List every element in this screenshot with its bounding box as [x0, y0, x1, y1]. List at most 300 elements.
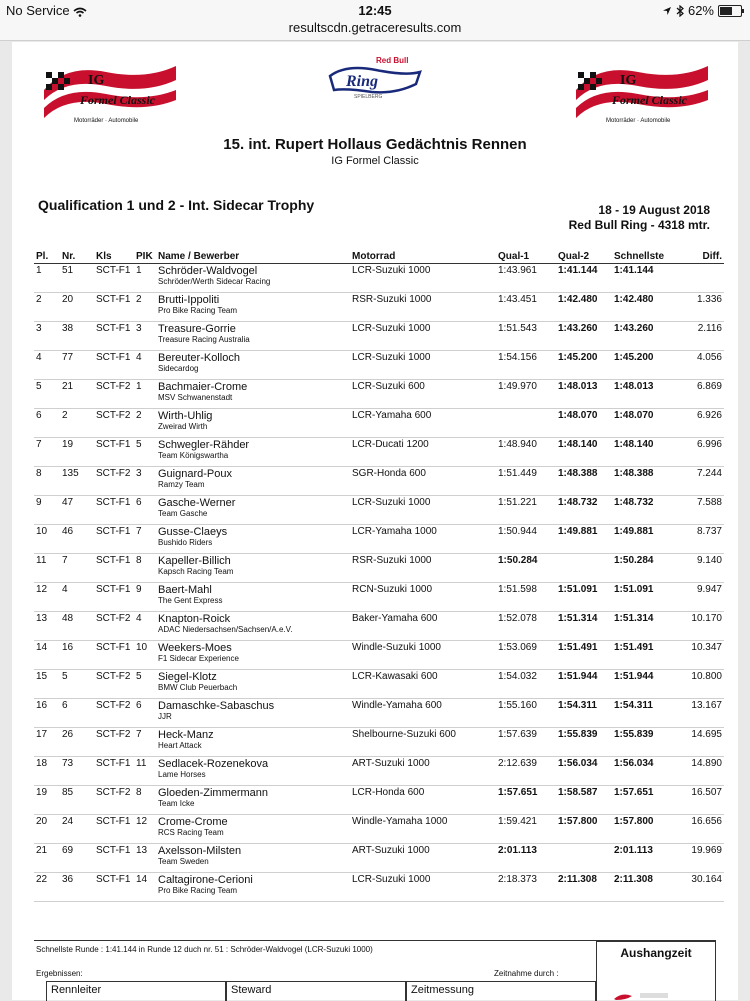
col-header-q2: Qual-2 — [556, 250, 612, 264]
table-row — [34, 554, 724, 583]
cell-q2: 1:43.260 — [556, 322, 612, 351]
table-row — [34, 409, 724, 438]
driver-name: Treasure-Gorrie — [158, 323, 236, 335]
cell-kls: SCT-F1 — [94, 525, 134, 554]
cell-pik: 10 — [134, 641, 156, 670]
logo-right-ig: IG — [620, 73, 637, 88]
signature-steward: Steward — [226, 981, 406, 1001]
cell-q2: 1:51.314 — [556, 612, 612, 641]
timing-label: Zeitnahme durch : — [494, 969, 559, 978]
cell-q2: 1:48.388 — [556, 467, 612, 496]
cell-nr: 36 — [60, 873, 94, 902]
cell-pik: 7 — [134, 525, 156, 554]
cell-pik: 7 — [134, 728, 156, 757]
cell-name — [156, 293, 350, 322]
cell-nr: 24 — [60, 815, 94, 844]
cell-pl: 12 — [34, 583, 60, 612]
cell-bike: ART-Suzuki 1000 — [350, 757, 496, 786]
cell-q2: 2:11.308 — [556, 873, 612, 902]
cell-q2: 1:58.587 — [556, 786, 612, 815]
cell-best: 1:48.732 — [612, 496, 676, 525]
cell-best: 1:57.651 — [612, 786, 676, 815]
driver-name: Caltagirone-Cerioni — [158, 874, 253, 886]
cell-diff: 16.507 — [676, 786, 724, 815]
table-row — [34, 699, 724, 728]
cell-best: 2:11.308 — [612, 873, 676, 902]
cell-bike: RSR-Suzuki 1000 — [350, 554, 496, 583]
bluetooth-icon — [676, 5, 684, 17]
cell-bike: Shelbourne-Suzuki 600 — [350, 728, 496, 757]
cell-diff: 7.588 — [676, 496, 724, 525]
col-header-best: Schnellste — [612, 250, 676, 264]
table-row — [34, 757, 724, 786]
cell-nr: 51 — [60, 264, 94, 293]
col-header-nr: Nr. — [60, 250, 94, 264]
cell-bike: ART-Suzuki 1000 — [350, 844, 496, 873]
driver-name: Kapeller-Billich — [158, 555, 231, 567]
driver-name: Heck-Manz — [158, 729, 214, 741]
cell-kls: SCT-F2 — [94, 380, 134, 409]
cell-q1: 1:53.069 — [496, 641, 556, 670]
cell-q1: 1:50.944 — [496, 525, 556, 554]
cell-pik: 4 — [134, 612, 156, 641]
driver-name: Schwegler-Rähder — [158, 439, 250, 451]
table-row — [34, 322, 724, 351]
cell-bike: RCN-Suzuki 1000 — [350, 583, 496, 612]
cell-q2 — [556, 554, 612, 583]
cell-bike: LCR-Yamaha 600 — [350, 409, 496, 438]
team-name: MSV Schwanenstadt — [158, 393, 233, 402]
cell-nr: 26 — [60, 728, 94, 757]
cell-bike: LCR-Yamaha 1000 — [350, 525, 496, 554]
cell-kls: SCT-F1 — [94, 322, 134, 351]
team-name: Team Gasche — [158, 509, 208, 518]
cell-q2: 1:49.881 — [556, 525, 612, 554]
cell-q1: 1:54.156 — [496, 351, 556, 380]
cell-diff: 19.969 — [676, 844, 724, 873]
cell-pl: 2 — [34, 293, 60, 322]
cell-best: 1:56.034 — [612, 757, 676, 786]
table-row — [34, 844, 724, 873]
ig-formel-classic-logo-right — [568, 60, 714, 130]
cell-name — [156, 873, 350, 902]
col-header-pl: Pl. — [34, 250, 60, 264]
results-document — [12, 42, 738, 1000]
team-name: F1 Sidecar Experience — [158, 654, 239, 663]
cell-best: 1:49.881 — [612, 525, 676, 554]
col-header-kls: Kls — [94, 250, 134, 264]
cell-q1: 1:55.160 — [496, 699, 556, 728]
cell-pik: 8 — [134, 554, 156, 583]
table-row — [34, 438, 724, 467]
cell-q2: 1:48.140 — [556, 438, 612, 467]
table-row — [34, 583, 724, 612]
session-track: Red Bull Ring - 4318 mtr. — [568, 218, 710, 232]
cell-q1 — [496, 409, 556, 438]
cell-diff: 9.140 — [676, 554, 724, 583]
cell-name — [156, 264, 350, 293]
cell-best: 1:42.480 — [612, 293, 676, 322]
team-name: Ramzy Team — [158, 480, 205, 489]
cell-kls: SCT-F2 — [94, 670, 134, 699]
team-name: Lame Horses — [158, 770, 206, 779]
cell-kls: SCT-F1 — [94, 844, 134, 873]
table-row — [34, 380, 724, 409]
cell-diff — [676, 264, 724, 293]
cell-nr: 47 — [60, 496, 94, 525]
cell-nr: 48 — [60, 612, 94, 641]
cell-kls: SCT-F1 — [94, 554, 134, 583]
cell-best: 1:51.944 — [612, 670, 676, 699]
cell-bike: Windle-Yamaha 600 — [350, 699, 496, 728]
team-name: Heart Attack — [158, 741, 202, 750]
cell-q1: 1:51.449 — [496, 467, 556, 496]
logo-left-sub: Motorräder · Automobile — [74, 118, 139, 124]
cell-diff: 2.116 — [676, 322, 724, 351]
cell-bike: LCR-Ducati 1200 — [350, 438, 496, 467]
cell-diff: 8.737 — [676, 525, 724, 554]
cell-q1: 2:18.373 — [496, 873, 556, 902]
ios-status-bar — [0, 0, 750, 20]
cell-nr: 6 — [60, 699, 94, 728]
driver-name: Bereuter-Kolloch — [158, 352, 240, 364]
cell-q2: 1:48.013 — [556, 380, 612, 409]
col-header-diff: Diff. — [676, 250, 724, 264]
table-row — [34, 467, 724, 496]
battery-percent: 62% — [687, 3, 714, 18]
cell-q2: 1:41.144 — [556, 264, 612, 293]
cell-pik: 2 — [134, 409, 156, 438]
table-row — [34, 786, 724, 815]
team-name: Zweirad Wirth — [158, 422, 208, 431]
cell-nr: 2 — [60, 409, 94, 438]
results-header — [34, 250, 724, 264]
cell-q2: 1:48.070 — [556, 409, 612, 438]
cell-name — [156, 728, 350, 757]
cell-name — [156, 496, 350, 525]
logo-right-sub: Motorräder · Automobile — [606, 118, 671, 124]
logo-left-ig: IG — [88, 73, 105, 88]
cell-best: 1:55.839 — [612, 728, 676, 757]
col-header-bike: Motorrad — [350, 250, 496, 264]
cell-q2: 1:51.491 — [556, 641, 612, 670]
cell-diff: 6.926 — [676, 409, 724, 438]
cell-pl: 1 — [34, 264, 60, 293]
cell-q1: 1:48.940 — [496, 438, 556, 467]
cell-nr: 135 — [60, 467, 94, 496]
cell-pik: 4 — [134, 351, 156, 380]
team-name: Team Königswartha — [158, 451, 229, 460]
cell-q1: 1:57.651 — [496, 786, 556, 815]
cell-pl: 20 — [34, 815, 60, 844]
cell-bike: LCR-Suzuki 1000 — [350, 496, 496, 525]
cell-pik: 2 — [134, 293, 156, 322]
table-row — [34, 670, 724, 699]
cell-q1: 2:12.639 — [496, 757, 556, 786]
status-right — [662, 3, 742, 18]
cell-name — [156, 380, 350, 409]
logo-right-title: Formel Classic — [612, 93, 688, 107]
table-row — [34, 612, 724, 641]
team-name: Pro Bike Racing Team — [158, 886, 237, 895]
cell-pik: 1 — [134, 264, 156, 293]
cell-pl: 13 — [34, 612, 60, 641]
table-row — [34, 351, 724, 380]
cell-q1: 1:59.421 — [496, 815, 556, 844]
cell-kls: SCT-F1 — [94, 583, 134, 612]
table-row — [34, 293, 724, 322]
team-name: ADAC Niedersachsen/Sachsen/A.e.V. — [158, 625, 293, 634]
fastest-lap-note: Schnellste Runde : 1:41.144 in Runde 12 duch nr. 51 : Schröder-Waldvogel (LCR-Suzuki 1000) — [36, 945, 373, 954]
team-name: RCS Racing Team — [158, 828, 224, 837]
cell-name — [156, 699, 350, 728]
cell-kls: SCT-F2 — [94, 699, 134, 728]
session-dates: 18 - 19 August 2018 — [598, 203, 710, 217]
cell-diff: 14.890 — [676, 757, 724, 786]
cell-name — [156, 670, 350, 699]
cell-kls: SCT-F2 — [94, 786, 134, 815]
cell-nr: 20 — [60, 293, 94, 322]
cell-q2: 1:56.034 — [556, 757, 612, 786]
cell-pl: 14 — [34, 641, 60, 670]
cell-bike: LCR-Kawasaki 600 — [350, 670, 496, 699]
cell-best: 1:51.314 — [612, 612, 676, 641]
cell-name — [156, 612, 350, 641]
team-name: Schröder/Werth Sidecar Racing — [158, 277, 271, 286]
team-name: Team Sweden — [158, 857, 209, 866]
cell-best: 1:48.070 — [612, 409, 676, 438]
cell-pl: 11 — [34, 554, 60, 583]
driver-name: Guignard-Poux — [158, 468, 232, 480]
cell-kls: SCT-F2 — [94, 612, 134, 641]
cell-pl: 10 — [34, 525, 60, 554]
cell-q1: 1:57.639 — [496, 728, 556, 757]
table-row — [34, 728, 724, 757]
cell-diff: 16.656 — [676, 815, 724, 844]
cell-pik: 11 — [134, 757, 156, 786]
cell-name — [156, 525, 350, 554]
cell-name — [156, 322, 350, 351]
team-name: Treasure Racing Australia — [158, 335, 250, 344]
driver-name: Baert-Mahl — [158, 584, 212, 596]
cell-diff: 10.347 — [676, 641, 724, 670]
table-row — [34, 525, 724, 554]
driver-name: Siegel-Klotz — [158, 671, 217, 683]
cell-q2: 1:51.091 — [556, 583, 612, 612]
cell-q1: 1:51.543 — [496, 322, 556, 351]
cell-best: 1:43.260 — [612, 322, 676, 351]
cell-pl: 15 — [34, 670, 60, 699]
logo-center-place: SPIELBERG — [354, 94, 383, 100]
cell-pik: 14 — [134, 873, 156, 902]
cell-pik: 6 — [134, 496, 156, 525]
table-row — [34, 264, 724, 293]
address-bar[interactable] — [0, 20, 750, 41]
cell-nr: 69 — [60, 844, 94, 873]
cell-name — [156, 467, 350, 496]
results-body — [34, 264, 724, 902]
cell-name — [156, 757, 350, 786]
cell-pl: 21 — [34, 844, 60, 873]
cell-q1: 1:43.451 — [496, 293, 556, 322]
table-row — [34, 496, 724, 525]
team-name: BMW Club Peuerbach — [158, 683, 238, 692]
team-name: The Gent Express — [158, 596, 223, 605]
cell-name — [156, 351, 350, 380]
cell-best: 1:48.013 — [612, 380, 676, 409]
logo-left-title: Formel Classic — [80, 93, 156, 107]
cell-pl: 8 — [34, 467, 60, 496]
location-arrow-icon — [662, 6, 672, 16]
cell-q2: 1:51.944 — [556, 670, 612, 699]
cell-kls: SCT-F1 — [94, 496, 134, 525]
cell-nr: 21 — [60, 380, 94, 409]
col-header-pik: PIK — [134, 250, 156, 264]
driver-name: Bachmaier-Crome — [158, 381, 248, 393]
cell-best: 1:51.491 — [612, 641, 676, 670]
cell-pl: 19 — [34, 786, 60, 815]
cell-q1: 1:51.598 — [496, 583, 556, 612]
cell-q2: 1:42.480 — [556, 293, 612, 322]
cell-q2: 1:54.311 — [556, 699, 612, 728]
cell-bike: Baker-Yamaha 600 — [350, 612, 496, 641]
event-organizer: IG Formel Classic — [331, 155, 419, 167]
cell-diff: 14.695 — [676, 728, 724, 757]
cell-bike: RSR-Suzuki 1000 — [350, 293, 496, 322]
cell-diff: 6.996 — [676, 438, 724, 467]
cell-diff: 30.164 — [676, 873, 724, 902]
cell-bike: SGR-Honda 600 — [350, 467, 496, 496]
cell-bike: LCR-Suzuki 600 — [350, 380, 496, 409]
cell-diff: 10.170 — [676, 612, 724, 641]
event-title: 15. int. Rupert Hollaus Gedächtnis Rennen — [223, 136, 527, 153]
team-name: Bushido Riders — [158, 538, 213, 547]
battery-icon — [718, 5, 742, 17]
battery-fill — [720, 7, 732, 15]
cell-best: 1:57.800 — [612, 815, 676, 844]
cell-pik: 6 — [134, 699, 156, 728]
cell-q1: 1:51.221 — [496, 496, 556, 525]
cell-pl: 9 — [34, 496, 60, 525]
cell-pik: 9 — [134, 583, 156, 612]
cell-diff: 10.800 — [676, 670, 724, 699]
cell-q2: 1:55.839 — [556, 728, 612, 757]
cell-kls: SCT-F2 — [94, 467, 134, 496]
cell-kls: SCT-F2 — [94, 728, 134, 757]
cell-bike: Windle-Yamaha 1000 — [350, 815, 496, 844]
team-name: Pro Bike Racing Team — [158, 306, 237, 315]
cell-nr: 5 — [60, 670, 94, 699]
driver-name: Knapton-Roick — [158, 613, 231, 625]
cell-pl: 17 — [34, 728, 60, 757]
clock: 12:45 — [358, 3, 392, 18]
cell-pik: 12 — [134, 815, 156, 844]
cell-kls: SCT-F1 — [94, 264, 134, 293]
results-table — [34, 250, 724, 902]
cell-pik: 1 — [134, 380, 156, 409]
cell-nr: 38 — [60, 322, 94, 351]
cell-kls: SCT-F1 — [94, 873, 134, 902]
logo-center-ring: Ring — [346, 73, 379, 90]
cell-bike: LCR-Suzuki 1000 — [350, 264, 496, 293]
cell-diff: 13.167 — [676, 699, 724, 728]
cell-best: 1:41.144 — [612, 264, 676, 293]
driver-name: Damaschke-Sabaschus — [158, 700, 275, 712]
cell-pl: 16 — [34, 699, 60, 728]
cell-pik: 3 — [134, 322, 156, 351]
document-footer — [34, 940, 716, 1001]
cell-pl: 4 — [34, 351, 60, 380]
cell-kls: SCT-F1 — [94, 293, 134, 322]
cell-q1: 1:52.078 — [496, 612, 556, 641]
driver-name: Gasche-Werner — [158, 497, 236, 509]
cell-diff: 1.336 — [676, 293, 724, 322]
cell-kls: SCT-F1 — [94, 757, 134, 786]
cell-q2: 1:57.800 — [556, 815, 612, 844]
team-name: Team Icke — [158, 799, 195, 808]
team-name: Kapsch Racing Team — [158, 567, 234, 576]
cell-q1: 1:49.970 — [496, 380, 556, 409]
cell-q1: 1:50.284 — [496, 554, 556, 583]
cell-nr: 19 — [60, 438, 94, 467]
table-row — [34, 815, 724, 844]
cell-nr: 4 — [60, 583, 94, 612]
cell-diff: 7.244 — [676, 467, 724, 496]
cell-nr: 73 — [60, 757, 94, 786]
team-name: JJR — [158, 712, 172, 721]
team-name: Sidecardog — [158, 364, 199, 373]
cell-pik: 5 — [134, 670, 156, 699]
cell-name — [156, 554, 350, 583]
cell-bike: LCR-Suzuki 1000 — [350, 351, 496, 380]
driver-name: Axelsson-Milsten — [158, 845, 242, 857]
driver-name: Gloeden-Zimmermann — [158, 787, 269, 799]
cell-q1: 1:54.032 — [496, 670, 556, 699]
driver-name: Gusse-Claeys — [158, 526, 228, 538]
cell-nr: 46 — [60, 525, 94, 554]
cell-pik: 3 — [134, 467, 156, 496]
cell-pl: 22 — [34, 873, 60, 902]
cell-pik: 8 — [134, 786, 156, 815]
driver-name: Brutti-Ippoliti — [158, 294, 220, 306]
cell-best: 1:48.140 — [612, 438, 676, 467]
session-meta — [569, 203, 710, 233]
cell-bike: LCR-Suzuki 1000 — [350, 322, 496, 351]
url-text[interactable]: resultscdn.getraceresults.com — [288, 20, 462, 35]
driver-name: Crome-Crome — [158, 816, 228, 828]
cell-best: 2:01.113 — [612, 844, 676, 873]
cell-diff: 4.056 — [676, 351, 724, 380]
signature-rennleiter: Rennleiter — [46, 981, 226, 1001]
driver-name: Weekers-Moes — [158, 642, 232, 654]
cell-name — [156, 641, 350, 670]
ig-formel-classic-logo-left — [36, 60, 182, 130]
cell-name — [156, 409, 350, 438]
cell-q1: 1:43.961 — [496, 264, 556, 293]
cell-pik: 13 — [134, 844, 156, 873]
red-bull-ring-logo — [326, 54, 424, 100]
cell-kls: SCT-F1 — [94, 815, 134, 844]
driver-name: Wirth-Uhlig — [158, 410, 213, 422]
carrier-label: No Service — [6, 3, 87, 18]
notice-box: Aushangzeit — [596, 941, 716, 1001]
table-row — [34, 873, 724, 902]
cell-q2: 1:45.200 — [556, 351, 612, 380]
cell-bike: LCR-Suzuki 1000 — [350, 873, 496, 902]
col-header-q1: Qual-1 — [496, 250, 556, 264]
cell-pl: 5 — [34, 380, 60, 409]
cell-name — [156, 583, 350, 612]
